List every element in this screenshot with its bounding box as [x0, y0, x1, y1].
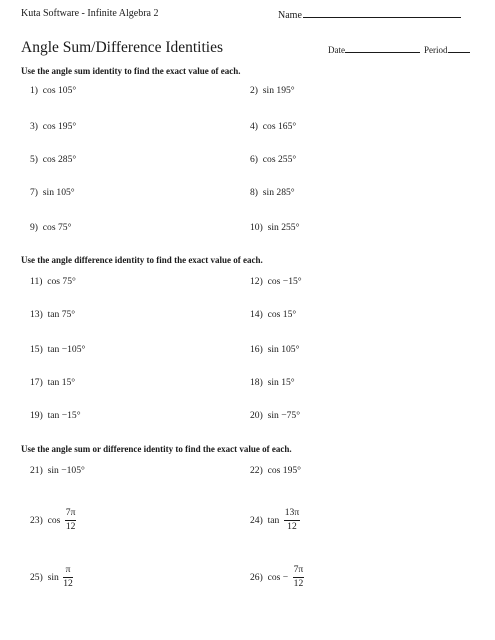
problem-expression: cos 195°: [267, 465, 302, 476]
fraction: [293, 565, 305, 589]
fraction: [63, 565, 73, 589]
problem-23: [30, 508, 76, 532]
problem-19: [30, 410, 81, 421]
problem-number: 9): [30, 222, 38, 233]
problem-expression: cos 105°: [42, 85, 77, 96]
problem-expression: tan −105°: [47, 344, 86, 355]
problem-18: [250, 377, 295, 388]
problem-11: [30, 276, 76, 287]
problem-24: [250, 508, 300, 532]
problem-number: 1): [30, 85, 38, 96]
problem-10: [250, 222, 299, 233]
problem-expression: cos 285°: [42, 154, 77, 165]
problem-expression: tan 75°: [47, 309, 76, 320]
section-2-instruction: Use the angle difference identity to find the exact value of each.: [21, 255, 263, 265]
problem-6: [250, 154, 296, 165]
problem-expression: cos 165°: [262, 121, 297, 132]
problem-number: 2): [250, 85, 258, 96]
problem-3: [30, 121, 76, 132]
problem-expression: tan 15°: [47, 377, 76, 388]
problem-expression: cos 255°: [262, 154, 297, 165]
problem-15: [30, 344, 85, 355]
problem-expression: cos 75°: [42, 222, 72, 233]
problem-5: [30, 154, 76, 165]
problem-number: 22): [250, 465, 263, 476]
problem-expression: sin 15°: [267, 377, 295, 388]
problem-number: 18): [250, 377, 263, 388]
problem-25: [30, 565, 73, 589]
problem-number: 14): [250, 309, 263, 320]
problem-expression: cos 15°: [267, 309, 297, 320]
section-1-instruction: Use the angle sum identity to find the exact value of each.: [21, 66, 241, 76]
denominator: 12: [293, 577, 304, 589]
sign: −: [282, 571, 289, 583]
trig-function: cos: [267, 571, 281, 583]
date-blank[interactable]: [345, 44, 420, 53]
problem-expression: cos −15°: [267, 276, 302, 287]
problem-expression: tan −15°: [47, 410, 81, 421]
numerator: 7π: [293, 565, 305, 578]
problem-expression: cos 195°: [42, 121, 77, 132]
problem-8: [250, 187, 295, 198]
trig-function: tan: [267, 514, 280, 526]
date-field[interactable]: [328, 44, 420, 55]
problem-number: 23): [30, 514, 43, 526]
problem-9: [30, 222, 71, 233]
problem-13: [30, 309, 75, 320]
numerator: 7π: [65, 508, 77, 521]
problem-16: [250, 344, 299, 355]
numerator: 13π: [284, 508, 300, 521]
problem-number: 25): [30, 571, 43, 583]
problem-number: 16): [250, 344, 263, 355]
numerator: π: [63, 565, 73, 578]
problem-number: 12): [250, 276, 263, 287]
problem-number: 19): [30, 410, 43, 421]
problem-expression: sin 105°: [267, 344, 300, 355]
problem-number: 7): [30, 187, 38, 198]
problem-expression: sin 105°: [42, 187, 75, 198]
problem-12: [250, 276, 302, 287]
problem-14: [250, 309, 296, 320]
trig-function: cos: [47, 514, 61, 526]
problem-26: [250, 565, 304, 589]
problem-number: 20): [250, 410, 263, 421]
fraction: [284, 508, 300, 532]
name-field[interactable]: [278, 8, 461, 21]
problem-number: 5): [30, 154, 38, 165]
problem-number: 3): [30, 121, 38, 132]
problem-expression: sin −75°: [267, 410, 301, 421]
page-title: Angle Sum/Difference Identities: [21, 39, 224, 56]
problem-number: 15): [30, 344, 43, 355]
problem-expression: sin 285°: [262, 187, 295, 198]
problem-21: [30, 465, 85, 476]
problem-2: [250, 85, 295, 96]
problem-number: 26): [250, 571, 263, 583]
problem-22: [250, 465, 301, 476]
problem-expression: sin 255°: [267, 222, 300, 233]
problem-number: 24): [250, 514, 263, 526]
problem-20: [250, 410, 300, 421]
problem-4: [250, 121, 296, 132]
problem-number: 6): [250, 154, 258, 165]
fraction: [65, 508, 77, 532]
name-blank[interactable]: [303, 8, 461, 18]
problem-number: 21): [30, 465, 43, 476]
problem-number: 13): [30, 309, 43, 320]
period-blank[interactable]: [448, 44, 470, 53]
period-label: Period: [424, 45, 448, 55]
problem-expression: sin −105°: [47, 465, 85, 476]
problem-expression: sin 195°: [262, 85, 295, 96]
denominator: 12: [287, 520, 297, 532]
date-label: Date: [328, 45, 345, 55]
problem-number: 10): [250, 222, 263, 233]
trig-function: sin: [47, 571, 59, 583]
problem-expression: cos 75°: [47, 276, 76, 287]
problem-number: 4): [250, 121, 258, 132]
problem-number: 8): [250, 187, 258, 198]
problem-1: [30, 85, 76, 96]
software-credit: Kuta Software - Infinite Algebra 2: [21, 8, 159, 19]
problem-number: 11): [30, 276, 43, 287]
section-3-instruction: Use the angle sum or difference identity to find the exact value of each.: [21, 444, 292, 454]
denominator: 12: [65, 520, 76, 532]
name-label: Name: [278, 10, 302, 21]
problem-17: [30, 377, 75, 388]
problem-7: [30, 187, 75, 198]
period-field[interactable]: [424, 44, 470, 55]
problem-number: 17): [30, 377, 43, 388]
denominator: 12: [63, 577, 73, 589]
